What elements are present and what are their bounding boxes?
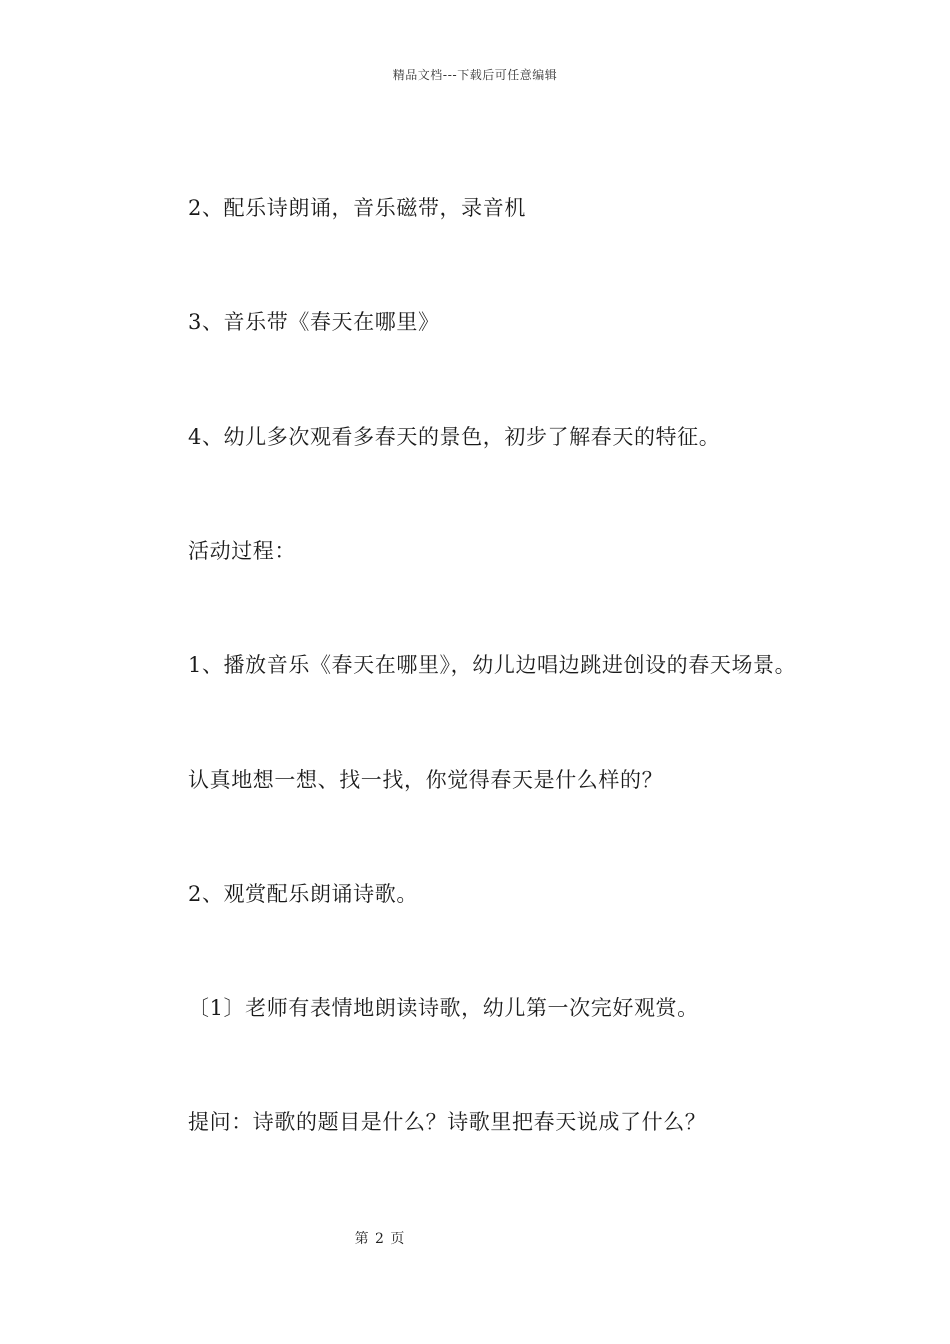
process-step-2: 2、观赏配乐朗诵诗歌。: [188, 882, 418, 906]
materials-item-4: 4、幼儿多次观看多春天的景色，初步了解春天的特征。: [188, 425, 721, 449]
process-question: 提问：诗歌的题目是什么？诗歌里把春天说成了什么？: [188, 1110, 707, 1134]
page-number: 第 2 页: [354, 1231, 406, 1247]
process-step-1: 1、播放音乐《春天在哪里》，幼儿边唱边跳进创设的春天场景。: [188, 653, 797, 677]
materials-item-3: 3、音乐带《春天在哪里》: [188, 310, 440, 334]
process-step-1-prompt: 认真地想一想、找一找，你觉得春天是什么样的？: [188, 768, 664, 792]
materials-item-2: 2、配乐诗朗诵，音乐磁带，录音机: [188, 196, 526, 220]
page-header: 精品文档---下载后可任意编辑: [392, 68, 558, 82]
process-step-2-sub-1: 〔1〕老师有表情地朗读诗歌，幼儿第一次完好观赏。: [188, 996, 699, 1020]
section-heading-activity-process: 活动过程：: [188, 539, 296, 563]
